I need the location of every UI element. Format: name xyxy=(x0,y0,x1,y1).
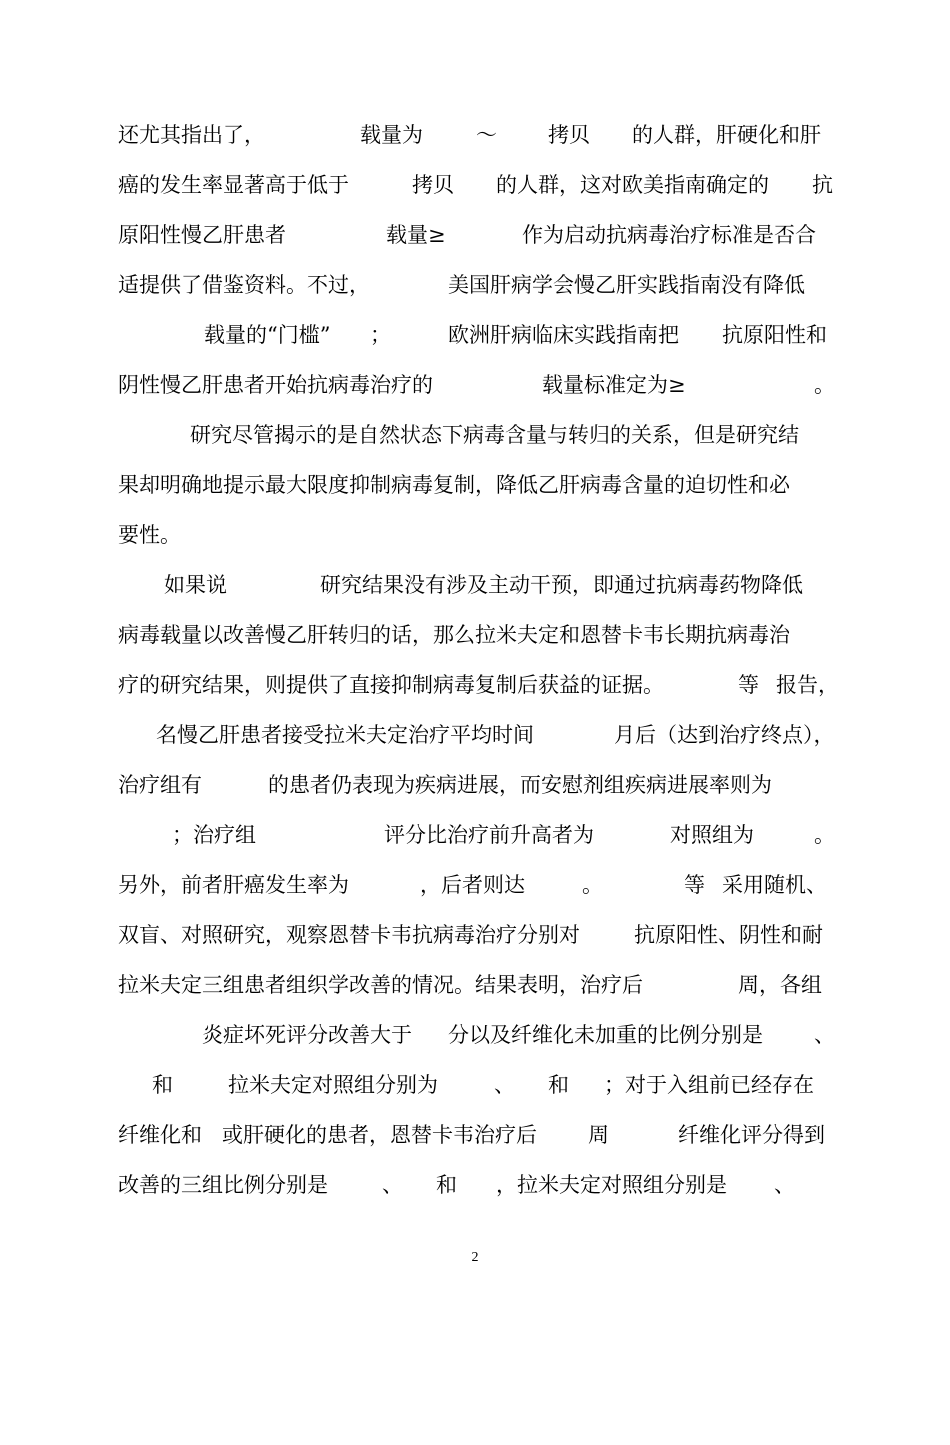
text-segment: 。 xyxy=(814,823,835,847)
text-segment: 病毒载量以改善慢乙肝转归的话，那么拉米夫定和恩替卡韦长期抗病毒治 xyxy=(118,623,790,647)
text-line xyxy=(118,315,832,355)
text-segment: 周 xyxy=(588,1123,609,1147)
text-line xyxy=(118,365,835,405)
text-line xyxy=(118,1115,832,1155)
text-segment: 和 xyxy=(152,1073,173,1097)
text-segment: 的人群，这对欧美指南确定的 xyxy=(496,173,769,197)
text-segment: 炎症坏死评分改善大于 xyxy=(202,1023,412,1047)
text-segment: 的人群，肝硬化和肝 xyxy=(632,123,821,147)
text-line xyxy=(118,165,832,205)
text-segment: 。 xyxy=(582,873,603,897)
text-segment: 等 xyxy=(738,673,759,697)
text-segment: 和 xyxy=(436,1173,457,1197)
text-segment: 的患者仍表现为疾病进展，而安慰剂组疾病进展率则为 xyxy=(268,773,772,797)
text-segment: 原阳性慢乙肝患者 xyxy=(118,223,286,247)
text-segment: 欧洲肝病临床实践指南把 xyxy=(448,323,679,347)
text-line xyxy=(118,215,832,255)
text-line xyxy=(118,665,839,705)
text-segment: 纤维化评分得到 xyxy=(678,1123,825,1147)
text-segment: 阴性慢乙肝患者开始抗病毒治疗的 xyxy=(118,373,433,397)
text-segment: 和 xyxy=(548,1073,569,1097)
text-segment: 分以及纤维化未加重的比例分别是 xyxy=(448,1023,763,1047)
text-segment: 、 xyxy=(494,1073,515,1097)
text-segment: ；对于入组前已经存在 xyxy=(604,1073,814,1097)
text-segment: 、 xyxy=(814,1023,835,1047)
text-segment: 纤维化和 xyxy=(118,1123,202,1147)
text-line xyxy=(118,1065,832,1105)
text-segment: 评分比治疗前升高者为 xyxy=(384,823,594,847)
text-segment: ，拉米夫定对照组分别是 xyxy=(496,1173,727,1197)
text-segment: 采用随机、 xyxy=(722,873,827,897)
text-segment: 。 xyxy=(814,373,835,397)
text-line xyxy=(118,115,832,155)
text-line xyxy=(118,1165,832,1205)
text-line xyxy=(118,615,832,655)
text-segment: 癌的发生率显著高于低于 xyxy=(118,173,349,197)
text-line xyxy=(118,765,832,805)
text-line xyxy=(118,565,832,605)
text-segment: 周，各组 xyxy=(738,973,822,997)
text-segment: 抗原阳性、阴性和耐 xyxy=(634,923,823,947)
text-line xyxy=(118,465,832,505)
text-segment: 另外，前者肝癌发生率为 xyxy=(118,873,349,897)
text-segment: 拷贝 xyxy=(548,123,590,147)
text-segment: 研究结果没有涉及主动干预，即通过抗病毒药物降低 xyxy=(320,573,803,597)
text-line xyxy=(118,265,832,305)
text-segment: 研究尽管揭示的是自然状态下病毒含量与转归的关系，但是研究结 xyxy=(190,423,799,447)
text-segment: 改善的三组比例分别是 xyxy=(118,1173,328,1197)
text-segment: 抗 xyxy=(812,173,833,197)
text-segment: 载量为 xyxy=(360,123,423,147)
text-line xyxy=(118,415,832,455)
text-line xyxy=(118,965,832,1005)
text-segment: 如果说 xyxy=(164,573,227,597)
text-segment: 或肝硬化的患者，恩替卡韦治疗后 xyxy=(222,1123,537,1147)
text-segment: ； xyxy=(370,323,391,347)
text-segment: 美国肝病学会慢乙肝实践指南没有降低 xyxy=(448,273,805,297)
text-segment: 拉米夫定三组患者组织学改善的情况。结果表明，治疗后 xyxy=(118,973,643,997)
text-segment: 月后（达到治疗终点）， xyxy=(614,723,835,747)
text-line xyxy=(118,1015,835,1055)
text-segment: ；治疗组 xyxy=(172,823,256,847)
text-segment: 拷贝 xyxy=(412,173,454,197)
text-segment: 抗原阳性和 xyxy=(722,323,827,347)
text-segment: 还尤其指出了， xyxy=(118,123,265,147)
text-line xyxy=(118,915,832,955)
text-segment: 载量≥ xyxy=(386,223,446,247)
text-segment: 治疗组有 xyxy=(118,773,202,797)
text-line xyxy=(118,515,832,555)
text-segment: 作为启动抗病毒治疗标准是否合 xyxy=(522,223,816,247)
text-segment: 报告， xyxy=(776,673,839,697)
text-line xyxy=(118,815,835,855)
text-segment: ，后者则达 xyxy=(420,873,525,897)
text-segment: 、 xyxy=(774,1173,795,1197)
text-segment: 双盲、对照研究，观察恩替卡韦抗病毒治疗分别对 xyxy=(118,923,580,947)
text-segment: 果却明确地提示最大限度抑制病毒复制，降低乙肝病毒含量的迫切性和必 xyxy=(118,473,790,497)
page-number: 2 xyxy=(471,1250,479,1265)
text-segment: 拉米夫定对照组分别为 xyxy=(228,1073,438,1097)
text-segment: 等 xyxy=(684,873,705,897)
text-line xyxy=(118,715,835,755)
text-segment: 要性。 xyxy=(118,523,181,547)
text-segment: 疗的研究结果，则提供了直接抑制病毒复制后获益的证据。 xyxy=(118,673,664,697)
text-segment: 名慢乙肝患者接受拉米夫定治疗平均时间 xyxy=(156,723,534,747)
text-segment: 对照组为 xyxy=(670,823,754,847)
text-segment: 适提供了借鉴资料。不过， xyxy=(118,273,370,297)
text-segment: 载量标准定为≥ xyxy=(542,373,686,397)
text-segment: 、 xyxy=(382,1173,403,1197)
text-segment: 载量的“门槛” xyxy=(204,323,331,347)
text-segment: ～ xyxy=(476,123,497,147)
text-line xyxy=(118,865,832,905)
